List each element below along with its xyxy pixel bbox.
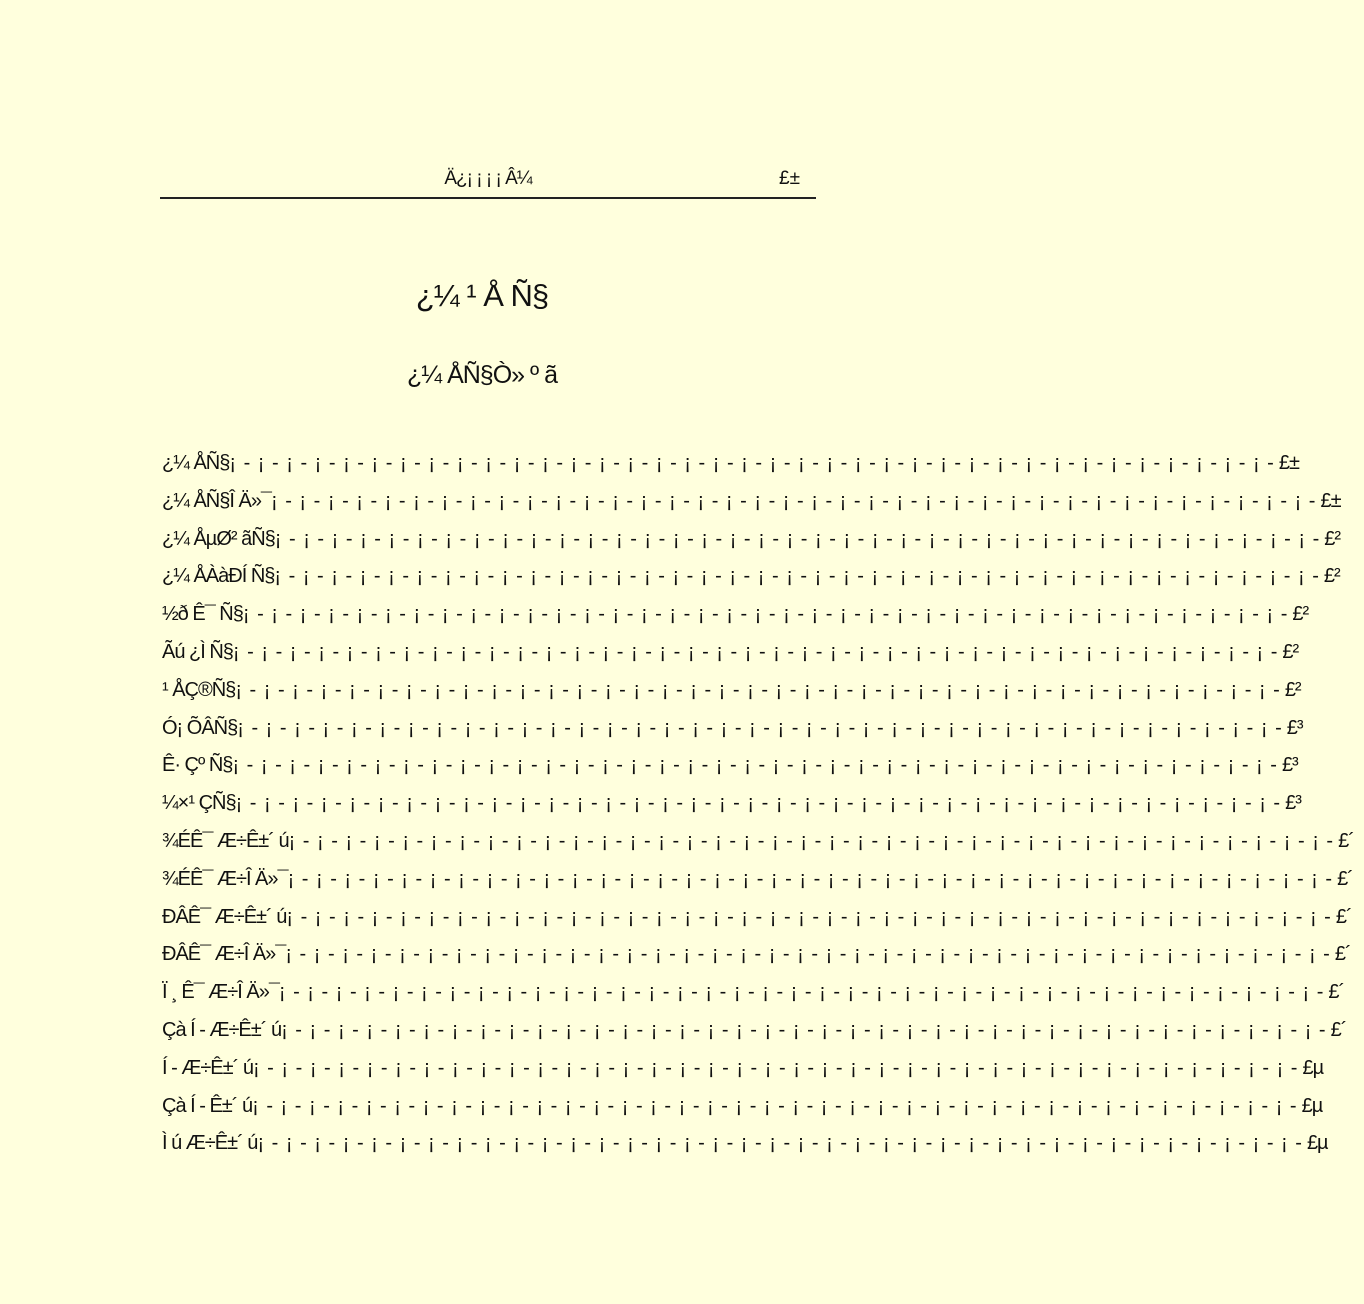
table-of-contents — [162, 452, 1354, 1170]
toc-leader-dots: ¡ - ¡ - ¡ - ¡ - ¡ - ¡ - ¡ - ¡ - ¡ - ¡ - ¡ - ¡ - ¡ - ¡ - ¡ - ¡ - ¡ - ¡ - ¡ - ¡ - ¡ - ¡ - ¡ - ¡ - ¡ - ¡ - ¡ - ¡ - ¡ - ¡ - ¡ - ¡ - ¡ - ¡ - ¡ - ¡ - ¡ - — [274, 527, 1321, 550]
toc-entry-page: £³ — [1286, 716, 1303, 739]
toc-entry[interactable] — [162, 603, 1309, 641]
toc-entry-label: Í - Æ÷Ê±´ ú — [162, 1056, 253, 1079]
running-header-page-number: £± — [779, 168, 800, 189]
toc-entry-page: £´ — [1338, 829, 1354, 852]
toc-entry-label: Ì ú Æ÷Ê±´ ú — [162, 1132, 258, 1155]
toc-entry[interactable] — [162, 716, 1303, 755]
toc-entry[interactable] — [162, 905, 1352, 944]
toc-entry[interactable] — [162, 678, 1301, 717]
toc-leader-dots: ¡ - ¡ - ¡ - ¡ - ¡ - ¡ - ¡ - ¡ - ¡ - ¡ - ¡ - ¡ - ¡ - ¡ - ¡ - ¡ - ¡ - ¡ - ¡ - ¡ - ¡ - ¡ - ¡ - ¡ - ¡ - ¡ - ¡ - ¡ - ¡ - ¡ - ¡ - ¡ - ¡ - ¡ - ¡ - ¡ - ¡ - — [237, 716, 1283, 739]
toc-entry-label: ¹ ÅÇ®Ñ§ — [162, 678, 236, 701]
toc-leader-dots: ¡ - ¡ - ¡ - ¡ - ¡ - ¡ - ¡ - ¡ - ¡ - ¡ - ¡ - ¡ - ¡ - ¡ - ¡ - ¡ - ¡ - ¡ - ¡ - ¡ - ¡ - ¡ - ¡ - ¡ - ¡ - ¡ - ¡ - ¡ - ¡ - ¡ - ¡ - ¡ - ¡ - ¡ - ¡ - ¡ - ¡ - — [252, 1094, 1298, 1117]
toc-entry[interactable] — [162, 867, 1353, 906]
toc-leader-dots: ¡ - ¡ - ¡ - ¡ - ¡ - ¡ - ¡ - ¡ - ¡ - ¡ - ¡ - ¡ - ¡ - ¡ - ¡ - ¡ - ¡ - ¡ - ¡ - ¡ - ¡ - ¡ - ¡ - ¡ - ¡ - ¡ - ¡ - ¡ - ¡ - ¡ - ¡ - ¡ - ¡ - ¡ - ¡ - ¡ - ¡ - — [252, 1056, 1299, 1079]
toc-entry-label: Ï ¸ Ê¯ Æ÷Î Ä»¯ — [162, 981, 279, 1004]
toc-entry-page: £´ — [1334, 943, 1351, 966]
toc-leader-dots: ¡ - ¡ - ¡ - ¡ - ¡ - ¡ - ¡ - ¡ - ¡ - ¡ - ¡ - ¡ - ¡ - ¡ - ¡ - ¡ - ¡ - ¡ - ¡ - ¡ - ¡ - ¡ - ¡ - ¡ - ¡ - ¡ - ¡ - ¡ - ¡ - ¡ - ¡ - ¡ - ¡ - ¡ - ¡ - ¡ - ¡ - — [281, 1018, 1327, 1041]
toc-entry[interactable] — [162, 829, 1354, 868]
toc-entry-label: ¾ÉÊ¯ Æ÷Î Ä»¯ — [162, 867, 288, 890]
toc-entry-page: £² — [1292, 603, 1309, 626]
toc-entry-label: ¾ÉÊ¯ Æ÷Ê±´ ú — [162, 829, 289, 852]
toc-entry-label: ¿¼ ÅµØ² ãÑ§ — [162, 527, 275, 550]
toc-entry[interactable] — [162, 1056, 1324, 1095]
toc-entry-page: £² — [1323, 565, 1340, 588]
toc-entry-label: Ãú ¿Ì Ñ§ — [162, 640, 233, 663]
toc-entry[interactable] — [162, 792, 1301, 830]
toc-entry-label: ¼×¹ ÇÑ§ — [162, 792, 236, 815]
toc-leader-dots: ¡ - ¡ - ¡ - ¡ - ¡ - ¡ - ¡ - ¡ - ¡ - ¡ - ¡ - ¡ - ¡ - ¡ - ¡ - ¡ - ¡ - ¡ - ¡ - ¡ - ¡ - ¡ - ¡ - ¡ - ¡ - ¡ - ¡ - ¡ - ¡ - ¡ - ¡ - ¡ - ¡ - ¡ - ¡ - ¡ - ¡ - — [232, 754, 1278, 777]
toc-entry-label: Çà Í - Ê±´ ú — [162, 1094, 253, 1117]
toc-entry[interactable] — [162, 527, 1341, 566]
toc-entry-page: £µ — [1301, 1094, 1323, 1117]
toc-entry-page: £² — [1324, 527, 1341, 550]
toc-leader-dots: ¡ - ¡ - ¡ - ¡ - ¡ - ¡ - ¡ - ¡ - ¡ - ¡ - ¡ - ¡ - ¡ - ¡ - ¡ - ¡ - ¡ - ¡ - ¡ - ¡ - ¡ - ¡ - ¡ - ¡ - ¡ - ¡ - ¡ - ¡ - ¡ - ¡ - ¡ - ¡ - ¡ - ¡ - ¡ - ¡ - ¡ - — [285, 943, 1331, 966]
toc-entry[interactable] — [162, 981, 1345, 1019]
page-subtitle: ¿¼ ÅÑ§Ò» º ã — [407, 361, 557, 389]
toc-leader-dots: ¡ - ¡ - ¡ - ¡ - ¡ - ¡ - ¡ - ¡ - ¡ - ¡ - ¡ - ¡ - ¡ - ¡ - ¡ - ¡ - ¡ - ¡ - ¡ - ¡ - ¡ - ¡ - ¡ - ¡ - ¡ - ¡ - ¡ - ¡ - ¡ - ¡ - ¡ - ¡ - ¡ - ¡ - ¡ - ¡ - ¡ - — [270, 489, 1317, 512]
toc-entry[interactable] — [162, 1018, 1347, 1057]
running-header — [160, 166, 816, 199]
toc-entry-page: £² — [1282, 640, 1299, 663]
toc-leader-dots: ¡ - ¡ - ¡ - ¡ - ¡ - ¡ - ¡ - ¡ - ¡ - ¡ - ¡ - ¡ - ¡ - ¡ - ¡ - ¡ - ¡ - ¡ - ¡ - ¡ - ¡ - ¡ - ¡ - ¡ - ¡ - ¡ - ¡ - ¡ - ¡ - ¡ - ¡ - ¡ - ¡ - ¡ - ¡ - ¡ - ¡ - — [257, 1132, 1303, 1155]
toc-entry-label: Ê· Çº Ñ§ — [162, 754, 233, 777]
page-title: ¿¼ ¹ Å Ñ§ — [415, 278, 549, 313]
toc-entry-label: Ó¡ ÕÂÑ§ — [162, 716, 238, 739]
toc-entry-page: £µ — [1302, 1056, 1324, 1079]
toc-entry-page: £´ — [1335, 905, 1352, 928]
toc-leader-dots: ¡ - ¡ - ¡ - ¡ - ¡ - ¡ - ¡ - ¡ - ¡ - ¡ - ¡ - ¡ - ¡ - ¡ - ¡ - ¡ - ¡ - ¡ - ¡ - ¡ - ¡ - ¡ - ¡ - ¡ - ¡ - ¡ - ¡ - ¡ - ¡ - ¡ - ¡ - ¡ - ¡ - ¡ - ¡ - ¡ - ¡ - — [229, 452, 1275, 474]
toc-entry-page: £µ — [1306, 1132, 1328, 1155]
toc-entry-page: £´ — [1330, 1018, 1347, 1041]
toc-entry[interactable] — [162, 640, 1299, 679]
toc-entry-page: £± — [1320, 489, 1341, 512]
toc-entry[interactable] — [162, 565, 1340, 603]
toc-entry-page: £³ — [1281, 754, 1298, 777]
toc-leader-dots: ¡ - ¡ - ¡ - ¡ - ¡ - ¡ - ¡ - ¡ - ¡ - ¡ - ¡ - ¡ - ¡ - ¡ - ¡ - ¡ - ¡ - ¡ - ¡ - ¡ - ¡ - ¡ - ¡ - ¡ - ¡ - ¡ - ¡ - ¡ - ¡ - ¡ - ¡ - ¡ - ¡ - ¡ - ¡ - ¡ - ¡ - — [287, 867, 1334, 890]
toc-leader-dots: ¡ - ¡ - ¡ - ¡ - ¡ - ¡ - ¡ - ¡ - ¡ - ¡ - ¡ - ¡ - ¡ - ¡ - ¡ - ¡ - ¡ - ¡ - ¡ - ¡ - ¡ - ¡ - ¡ - ¡ - ¡ - ¡ - ¡ - ¡ - ¡ - ¡ - ¡ - ¡ - ¡ - ¡ - ¡ - ¡ - ¡ - — [288, 829, 1335, 852]
running-header-title: Ä¿¡ ¡ ¡ ¡ Â¼ — [444, 168, 532, 189]
toc-entry-label: ¿¼ ÅÑ§ — [162, 452, 230, 474]
toc-entry[interactable] — [162, 452, 1299, 490]
toc-entry-page: £³ — [1285, 792, 1301, 815]
toc-entry-label: ¿¼ ÅÑ§Î Ä»¯ — [162, 489, 271, 512]
toc-entry[interactable] — [162, 943, 1351, 981]
toc-entry-page: £´ — [1328, 981, 1345, 1004]
toc-entry-page: £± — [1278, 452, 1299, 474]
toc-leader-dots: ¡ - ¡ - ¡ - ¡ - ¡ - ¡ - ¡ - ¡ - ¡ - ¡ - ¡ - ¡ - ¡ - ¡ - ¡ - ¡ - ¡ - ¡ - ¡ - ¡ - ¡ - ¡ - ¡ - ¡ - ¡ - ¡ - ¡ - ¡ - ¡ - ¡ - ¡ - ¡ - ¡ - ¡ - ¡ - ¡ - ¡ - — [232, 640, 1279, 663]
toc-leader-dots: ¡ - ¡ - ¡ - ¡ - ¡ - ¡ - ¡ - ¡ - ¡ - ¡ - ¡ - ¡ - ¡ - ¡ - ¡ - ¡ - ¡ - ¡ - ¡ - ¡ - ¡ - ¡ - ¡ - ¡ - ¡ - ¡ - ¡ - ¡ - ¡ - ¡ - ¡ - ¡ - ¡ - ¡ - ¡ - ¡ - ¡ - — [235, 678, 1281, 701]
toc-entry[interactable] — [162, 1094, 1323, 1133]
toc-entry-label: ÐÂÊ¯ Æ÷Ê±´ ú — [162, 905, 287, 928]
toc-leader-dots: ¡ - ¡ - ¡ - ¡ - ¡ - ¡ - ¡ - ¡ - ¡ - ¡ - ¡ - ¡ - ¡ - ¡ - ¡ - ¡ - ¡ - ¡ - ¡ - ¡ - ¡ - ¡ - ¡ - ¡ - ¡ - ¡ - ¡ - ¡ - ¡ - ¡ - ¡ - ¡ - ¡ - ¡ - ¡ - ¡ - ¡ - — [274, 565, 1320, 588]
toc-entry-page: £´ — [1337, 867, 1353, 890]
toc-entry-label: ¿¼ ÅÀàÐÍ Ñ§ — [162, 565, 275, 588]
toc-entry[interactable] — [162, 754, 1298, 792]
toc-leader-dots: ¡ - ¡ - ¡ - ¡ - ¡ - ¡ - ¡ - ¡ - ¡ - ¡ - ¡ - ¡ - ¡ - ¡ - ¡ - ¡ - ¡ - ¡ - ¡ - ¡ - ¡ - ¡ - ¡ - ¡ - ¡ - ¡ - ¡ - ¡ - ¡ - ¡ - ¡ - ¡ - ¡ - ¡ - ¡ - ¡ - ¡ - — [286, 905, 1332, 928]
toc-entry[interactable] — [162, 489, 1341, 528]
toc-entry-label: Çà Í - Æ÷Ê±´ ú — [162, 1018, 282, 1041]
toc-entry-label: ½ð Ê¯ Ñ§ — [162, 603, 243, 626]
toc-leader-dots: ¡ - ¡ - ¡ - ¡ - ¡ - ¡ - ¡ - ¡ - ¡ - ¡ - ¡ - ¡ - ¡ - ¡ - ¡ - ¡ - ¡ - ¡ - ¡ - ¡ - ¡ - ¡ - ¡ - ¡ - ¡ - ¡ - ¡ - ¡ - ¡ - ¡ - ¡ - ¡ - ¡ - ¡ - ¡ - ¡ - ¡ - — [278, 981, 1325, 1004]
toc-entry-page: £² — [1284, 678, 1301, 701]
toc-leader-dots: ¡ - ¡ - ¡ - ¡ - ¡ - ¡ - ¡ - ¡ - ¡ - ¡ - ¡ - ¡ - ¡ - ¡ - ¡ - ¡ - ¡ - ¡ - ¡ - ¡ - ¡ - ¡ - ¡ - ¡ - ¡ - ¡ - ¡ - ¡ - ¡ - ¡ - ¡ - ¡ - ¡ - ¡ - ¡ - ¡ - ¡ - — [242, 603, 1289, 626]
toc-entry[interactable] — [162, 1132, 1328, 1170]
toc-entry-label: ÐÂÊ¯ Æ÷Î Ä»¯ — [162, 943, 286, 966]
toc-leader-dots: ¡ - ¡ - ¡ - ¡ - ¡ - ¡ - ¡ - ¡ - ¡ - ¡ - ¡ - ¡ - ¡ - ¡ - ¡ - ¡ - ¡ - ¡ - ¡ - ¡ - ¡ - ¡ - ¡ - ¡ - ¡ - ¡ - ¡ - ¡ - ¡ - ¡ - ¡ - ¡ - ¡ - ¡ - ¡ - ¡ - ¡ - — [235, 792, 1282, 815]
